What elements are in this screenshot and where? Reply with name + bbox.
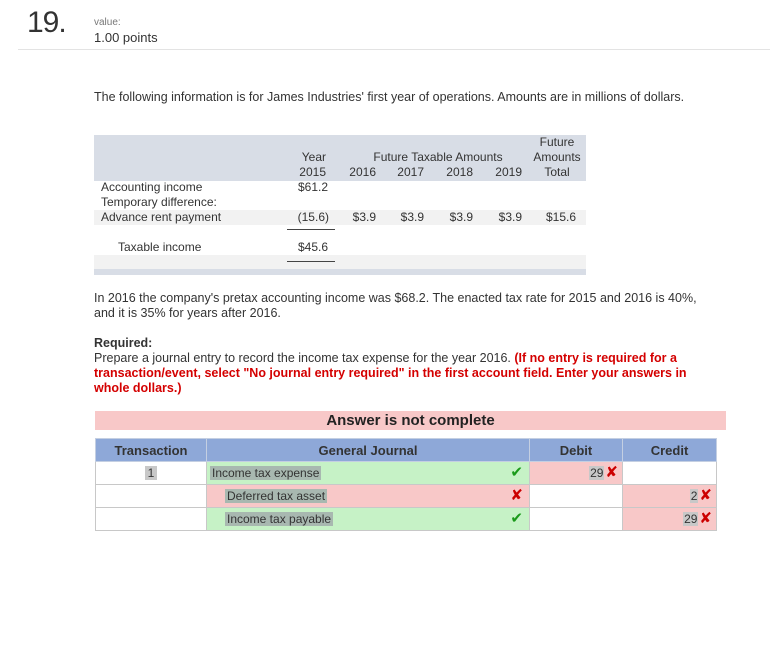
- accounting-income-value: $61.2: [297, 180, 328, 194]
- credit-column-header: Credit: [623, 439, 717, 462]
- total-underline: [287, 261, 335, 262]
- journal-row: [96, 462, 717, 485]
- incorrect-x-icon: ✘: [605, 464, 618, 481]
- value-label: value:: [94, 17, 121, 28]
- advance-rent-2015: (15.6): [297, 210, 329, 224]
- account-select[interactable]: [207, 508, 530, 531]
- advance-rent-2019: $3.9: [498, 210, 522, 224]
- account-name: Deferred tax asset: [227, 489, 326, 503]
- account-name: Income tax payable: [227, 512, 332, 526]
- question-number: 19.: [27, 6, 66, 39]
- taxable-income-value: $45.6: [297, 240, 328, 254]
- debit-input[interactable]: [530, 485, 623, 508]
- taxable-income-label: Taxable income: [118, 240, 202, 254]
- total-header-1: Future: [539, 135, 575, 149]
- account-name: Income tax expense: [212, 466, 320, 480]
- year-2017-header: 2017: [397, 165, 424, 179]
- required-instructions: [94, 351, 724, 396]
- debit-input[interactable]: [530, 508, 623, 531]
- debit-column-header: Debit: [530, 439, 623, 462]
- credit-input[interactable]: [623, 462, 717, 485]
- required-red-instructions: (If no entry is required for a transaction/event, select "No journal entry required" in the first account field. Enter your answers in whole dollars.): [94, 351, 687, 395]
- transaction-cell: [96, 485, 207, 508]
- advance-rent-label: Advance rent payment: [101, 210, 222, 224]
- transaction-column-header: Transaction: [96, 439, 207, 462]
- advance-rent-2018: $3.9: [449, 210, 473, 224]
- info-table: [94, 135, 586, 275]
- subtotal-underline: [287, 229, 335, 230]
- future-taxable-header: Future Taxable Amounts: [373, 150, 503, 164]
- answer-status-banner: Answer is not complete: [95, 411, 726, 430]
- advance-rent-total: $15.6: [545, 210, 576, 224]
- journal-row: [96, 508, 717, 531]
- journal-row: [96, 485, 717, 508]
- incorrect-x-icon: ✘: [510, 487, 523, 504]
- credit-input[interactable]: [623, 485, 717, 508]
- incorrect-x-icon: ✘: [699, 487, 712, 504]
- year-2016-header: 2016: [349, 165, 376, 179]
- transaction-cell: [96, 508, 207, 531]
- journal-table: [95, 438, 717, 531]
- year-2019-header: 2019: [495, 165, 522, 179]
- accounting-income-label: Accounting income: [101, 180, 203, 194]
- incorrect-x-icon: ✘: [699, 510, 712, 527]
- advance-rent-2016: $3.9: [352, 210, 376, 224]
- account-select[interactable]: [207, 485, 530, 508]
- debit-amount: 29: [590, 466, 604, 480]
- required-section: [94, 336, 724, 396]
- required-text: Prepare a journal entry to record the income tax expense for the year 2016.: [94, 351, 515, 365]
- intro-text: The following information is for James Industries' first year of operations. Amounts are in millions of dollars.: [94, 90, 685, 104]
- year-header: Year: [301, 150, 326, 164]
- journal-header-row: [96, 439, 717, 462]
- scenario-text: In 2016 the company's pretax accounting income was $68.2. The enacted tax rate for 2015 and 2016 is 40%, and it is 35% for years after 2016.: [94, 291, 697, 320]
- transaction-select[interactable]: [96, 462, 207, 485]
- header-divider: [18, 49, 770, 50]
- credit-amount: 2: [690, 489, 698, 503]
- total-header-2: Amounts: [533, 150, 581, 164]
- correct-check-icon: ✔: [510, 464, 523, 481]
- temp-diff-label: Temporary difference:: [101, 195, 217, 209]
- info-table-bottom-bar: [94, 269, 586, 275]
- required-title: Required:: [94, 336, 153, 350]
- transaction-value: 1: [145, 466, 158, 480]
- credit-amount: 29: [684, 512, 698, 526]
- account-select[interactable]: [207, 462, 530, 485]
- correct-check-icon: ✔: [510, 510, 523, 527]
- year-2018-header: 2018: [446, 165, 473, 179]
- total-header-3: Total: [544, 165, 570, 179]
- credit-input[interactable]: [623, 508, 717, 531]
- general-journal-column-header: General Journal: [207, 439, 530, 462]
- year-2015-header: 2015: [299, 165, 326, 179]
- points-value: 1.00 points: [94, 30, 158, 45]
- info-table-stripe: [94, 255, 586, 270]
- debit-input[interactable]: [530, 462, 623, 485]
- advance-rent-2017: $3.9: [400, 210, 424, 224]
